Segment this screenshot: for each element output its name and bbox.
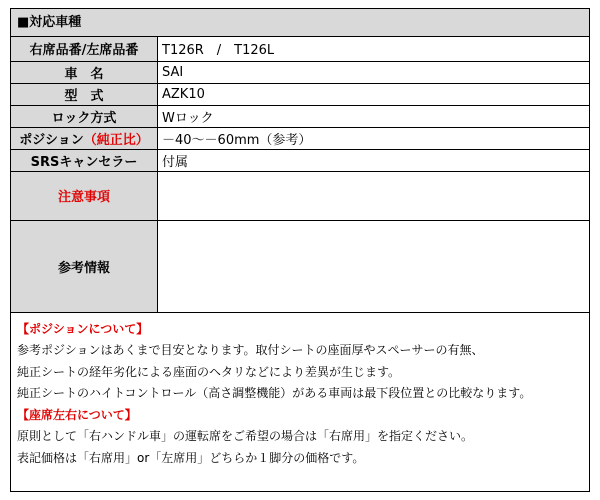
position-label-main: ポジション — [19, 132, 84, 148]
section-title: ■対応車種 — [11, 9, 589, 37]
compatibility-sheet — [10, 8, 590, 492]
notes-section — [11, 313, 589, 470]
note-line: 純正シートの経年劣化による座面のヘタリなどにより差異が生じます。 — [17, 364, 401, 379]
spec-table — [11, 37, 589, 313]
srs-canceller-value: 付属 — [158, 149, 590, 171]
lock-type-value: Wロック — [158, 105, 590, 127]
part-number-value: T126R / T126L — [158, 37, 590, 61]
reference-info-value — [158, 220, 590, 312]
position-label-note: （純正比） — [83, 132, 149, 148]
position-label — [11, 127, 158, 149]
table-row — [11, 37, 589, 61]
note-line: 原則として「右ハンドル車」の運転席をご希望の場合は「右席用」を指定ください。 — [17, 429, 474, 443]
table-row — [11, 83, 589, 105]
table-row — [11, 149, 589, 171]
caution-label: 注意事項 — [11, 171, 158, 220]
position-note-heading: 【ポジションについて】 — [17, 321, 149, 336]
seat-side-note-heading: 【座席左右について】 — [17, 407, 137, 422]
table-row — [11, 171, 589, 220]
car-name-label: 車 名 — [11, 61, 158, 83]
lock-type-label: ロック方式 — [11, 105, 158, 127]
car-name-value: SAI — [158, 61, 590, 83]
table-row — [11, 105, 589, 127]
part-number-label: 右席品番/左席品番 — [11, 37, 158, 61]
model-code-label: 型 式 — [11, 83, 158, 105]
caution-value — [158, 171, 590, 220]
reference-info-label: 参考情報 — [11, 220, 158, 312]
table-row — [11, 61, 589, 83]
note-line: 表記価格は「右席用」or「左席用」どちらか１脚分の価格です。 — [17, 450, 365, 465]
table-row — [11, 127, 589, 149]
note-line: 参考ポジションはあくまで目安となります。取付シートの座面厚やスペーサーの有無、 — [17, 343, 484, 357]
srs-canceller-label: SRSキャンセラー — [11, 149, 158, 171]
table-row — [11, 220, 589, 312]
note-line: 純正シートのハイトコントロール（高さ調整機能）がある車両は最下段位置との比較なります。 — [17, 386, 532, 400]
position-value: －40～－60mm（参考） — [158, 127, 590, 149]
model-code-value: AZK10 — [158, 83, 590, 105]
